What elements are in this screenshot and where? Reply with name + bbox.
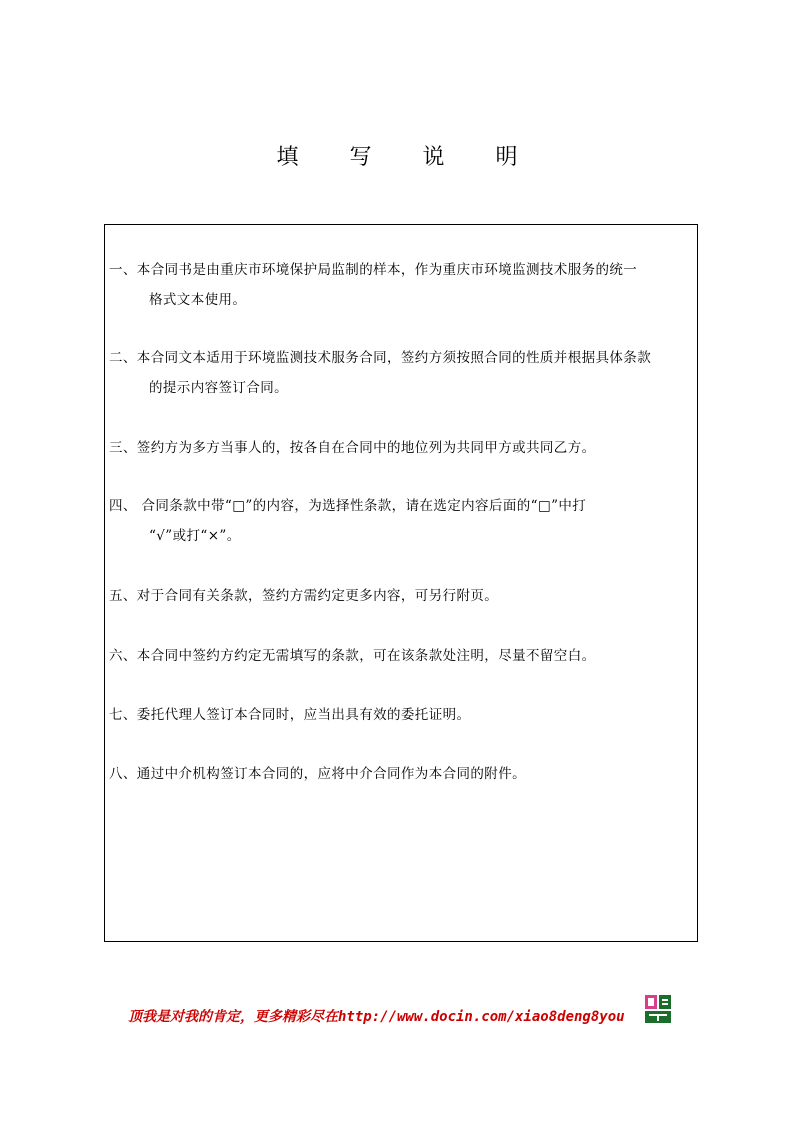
footer-promo-link[interactable]: 顶我是对我的肯定，更多精彩尽在http://www.docin.com/xiao8deng8you bbox=[128, 1009, 625, 1025]
instruction-line: 四、 合同条款中带“□”的内容，为选择性条款，请在选定内容后面的“□”中打 bbox=[109, 498, 587, 514]
instruction-item-4 bbox=[109, 491, 697, 551]
instruction-item-3 bbox=[109, 433, 697, 463]
instruction-line: 六、本合同中签约方约定无需填写的条款，可在该条款处注明，尽量不留空白。 bbox=[109, 648, 596, 664]
instructions-box bbox=[104, 224, 698, 942]
instruction-line: 一、本合同书是由重庆市环境保护局监制的样本，作为重庆市环境监测技术服务的统一 bbox=[109, 262, 638, 278]
instruction-line: 八、通过中介机构签订本合同的，应将中介合同作为本合同的附件。 bbox=[109, 766, 526, 782]
instruction-continuation: 的提示内容签订合同。 bbox=[149, 380, 288, 396]
instruction-line: 二、本合同文本适用于环境监测技术服务合同，签约方须按照合同的性质并根据具体条款 bbox=[109, 350, 652, 366]
instruction-item-7 bbox=[109, 700, 697, 730]
instruction-item-5 bbox=[109, 581, 697, 611]
instruction-item-1 bbox=[109, 255, 697, 315]
instruction-continuation: 格式文本使用。 bbox=[149, 292, 247, 308]
instruction-item-2 bbox=[109, 343, 697, 403]
page-title: 填 写 说 明 bbox=[276, 145, 540, 170]
instruction-line: 五、对于合同有关条款，签约方需约定更多内容，可另行附页。 bbox=[109, 588, 499, 604]
instruction-line: 七、委托代理人签订本合同时，应当出具有效的委托证明。 bbox=[109, 707, 471, 723]
instruction-continuation: “√”或打“×”。 bbox=[149, 528, 241, 544]
instruction-item-8 bbox=[109, 759, 697, 789]
instruction-line: 三、签约方为多方当事人的，按各自在合同中的地位列为共同甲方或共同乙方。 bbox=[109, 440, 596, 456]
docin-logo-icon[interactable] bbox=[643, 993, 673, 1025]
instruction-item-6 bbox=[109, 641, 697, 671]
